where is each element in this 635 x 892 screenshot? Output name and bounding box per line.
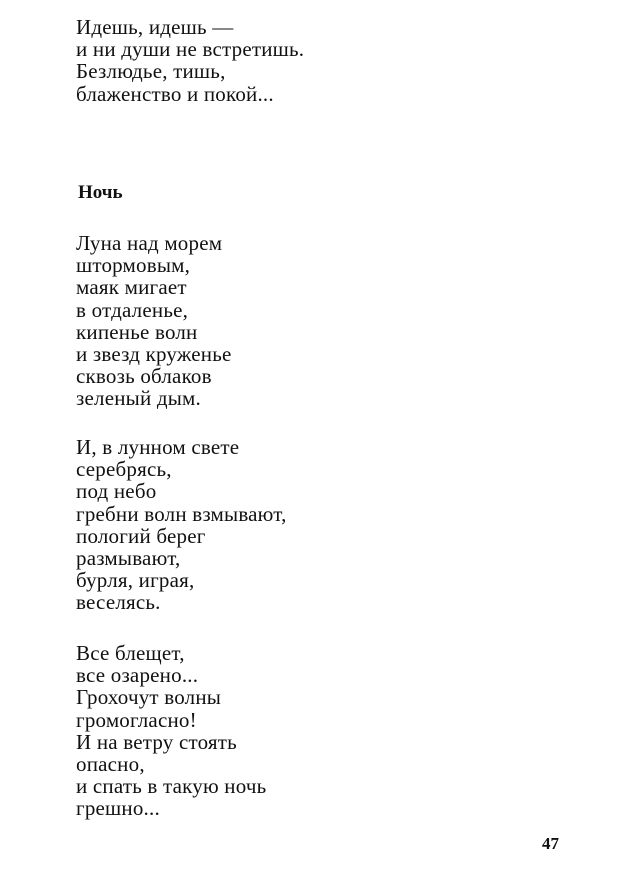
poem-line: пологий берег	[76, 523, 206, 548]
intro-stanza	[76, 16, 304, 105]
poem-line: грешно...	[76, 796, 160, 821]
poem-line: И на ветру стоять	[76, 729, 237, 754]
poem-line: все озарено...	[76, 663, 199, 688]
poem-line: размывают,	[76, 546, 181, 571]
poem-line: под небо	[76, 479, 157, 504]
poem-line: веселясь.	[76, 590, 161, 615]
poem-line: кипенье волн	[76, 319, 198, 344]
poem-line: Идешь, идешь —	[76, 15, 234, 39]
poem-line: и ни души не встретишь.	[76, 37, 305, 62]
stanza-3	[76, 642, 266, 820]
stanza-1	[76, 232, 232, 410]
poem-line: серебрясь,	[76, 457, 172, 482]
poem-title: Ночь	[78, 182, 123, 203]
poem-line: в отдаленье,	[76, 297, 189, 322]
poem-line: Луна над морем	[76, 231, 223, 255]
poem-line: зеленый дым.	[76, 386, 201, 411]
poem-line: сквозь облаков	[76, 364, 212, 389]
poem-line: и спать в такую ночь	[76, 774, 267, 799]
poem-line: громогласно!	[76, 707, 197, 732]
poem-line: опасно,	[76, 752, 145, 777]
poem-line: блаженство и покой...	[76, 81, 274, 106]
poem-line: Безлюдье, тишь,	[76, 59, 226, 84]
poem-line: Грохочут волны	[76, 685, 222, 710]
page-number: 47	[542, 834, 559, 853]
stanza-2	[76, 436, 287, 614]
poem-line: маяк мигает	[76, 275, 187, 300]
poem-line: И, в лунном свете	[76, 435, 240, 459]
poem-line: бурля, играя,	[76, 568, 195, 593]
poem-line: и звезд круженье	[76, 342, 232, 367]
poem-line: гребни волн взмывают,	[76, 501, 287, 526]
poem-line: штормовым,	[76, 253, 191, 278]
poem-line: Все блещет,	[76, 641, 185, 665]
